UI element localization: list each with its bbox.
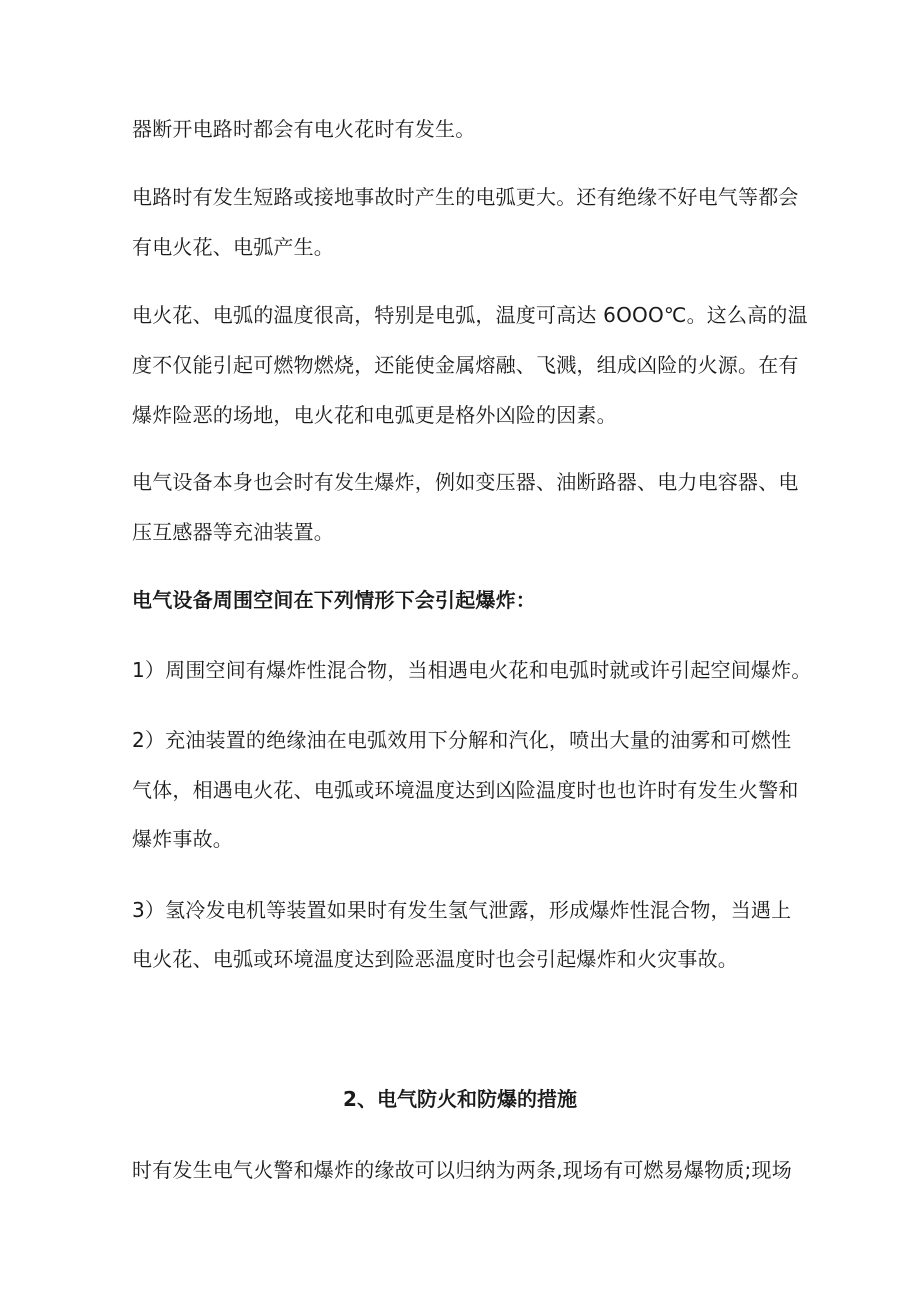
item-3-line-1: 3）氢冷发电机等装置如果时有发生氢气泄露，形成爆炸性混合物，当遇上 (132, 898, 792, 922)
paragraph-4-line-1: 电气设备本身也会时有发生爆炸，例如变压器、油断路器、电力电容器、电 (132, 470, 799, 494)
item-2-line-2: 气体，相遇电火花、电弧或环境温度达到凶险温度时也也许时有发生火警和 (132, 778, 799, 802)
paragraph-3-line-2: 度不仅能引起可燃物燃烧，还能使金属熔融、飞溅，组成凶险的火源。在有 (132, 353, 799, 377)
paragraph-3-line-1: 电火花、电弧的温度很高，特别是电弧，温度可高达 6OOO℃。这么高的温 (132, 303, 808, 327)
item-1-line-1: 1）周围空间有爆炸性混合物，当相遇电火花和电弧时就或许引起空间爆炸。 (132, 658, 812, 682)
section-heading: 2、电气防火和防爆的措施 (343, 1087, 577, 1111)
paragraph-2-line-1: 电路时有发生短路或接地事故时产生的电弧更大。还有绝缘不好电气等都会 (132, 185, 799, 209)
last-paragraph-line-1: 时有发生电气火警和爆炸的缘故可以归纳为两条,现场有可燃易爆物质;现场 (132, 1158, 792, 1182)
item-2-line-3: 爆炸事故。 (132, 827, 233, 851)
paragraph-1-line-1: 器断开电路时都会有电火花时有发生。 (132, 117, 476, 141)
item-2-line-1: 2）充油装置的绝缘油在电弧效用下分解和汽化，喷出大量的油雾和可燃性 (132, 728, 792, 752)
item-3-line-2: 电火花、电弧或环境温度达到险恶温度时也会引起爆炸和火灾事故。 (132, 947, 738, 971)
paragraph-2-line-2: 有电火花、电弧产生。 (132, 235, 334, 259)
conditions-intro: 电气设备周围空间在下列情形下会引起爆炸： (132, 588, 536, 612)
paragraph-4-line-2: 压互感器等充油装置。 (132, 520, 334, 544)
paragraph-3-line-3: 爆炸险恶的场地，电火花和电弧更是格外凶险的因素。 (132, 403, 617, 427)
